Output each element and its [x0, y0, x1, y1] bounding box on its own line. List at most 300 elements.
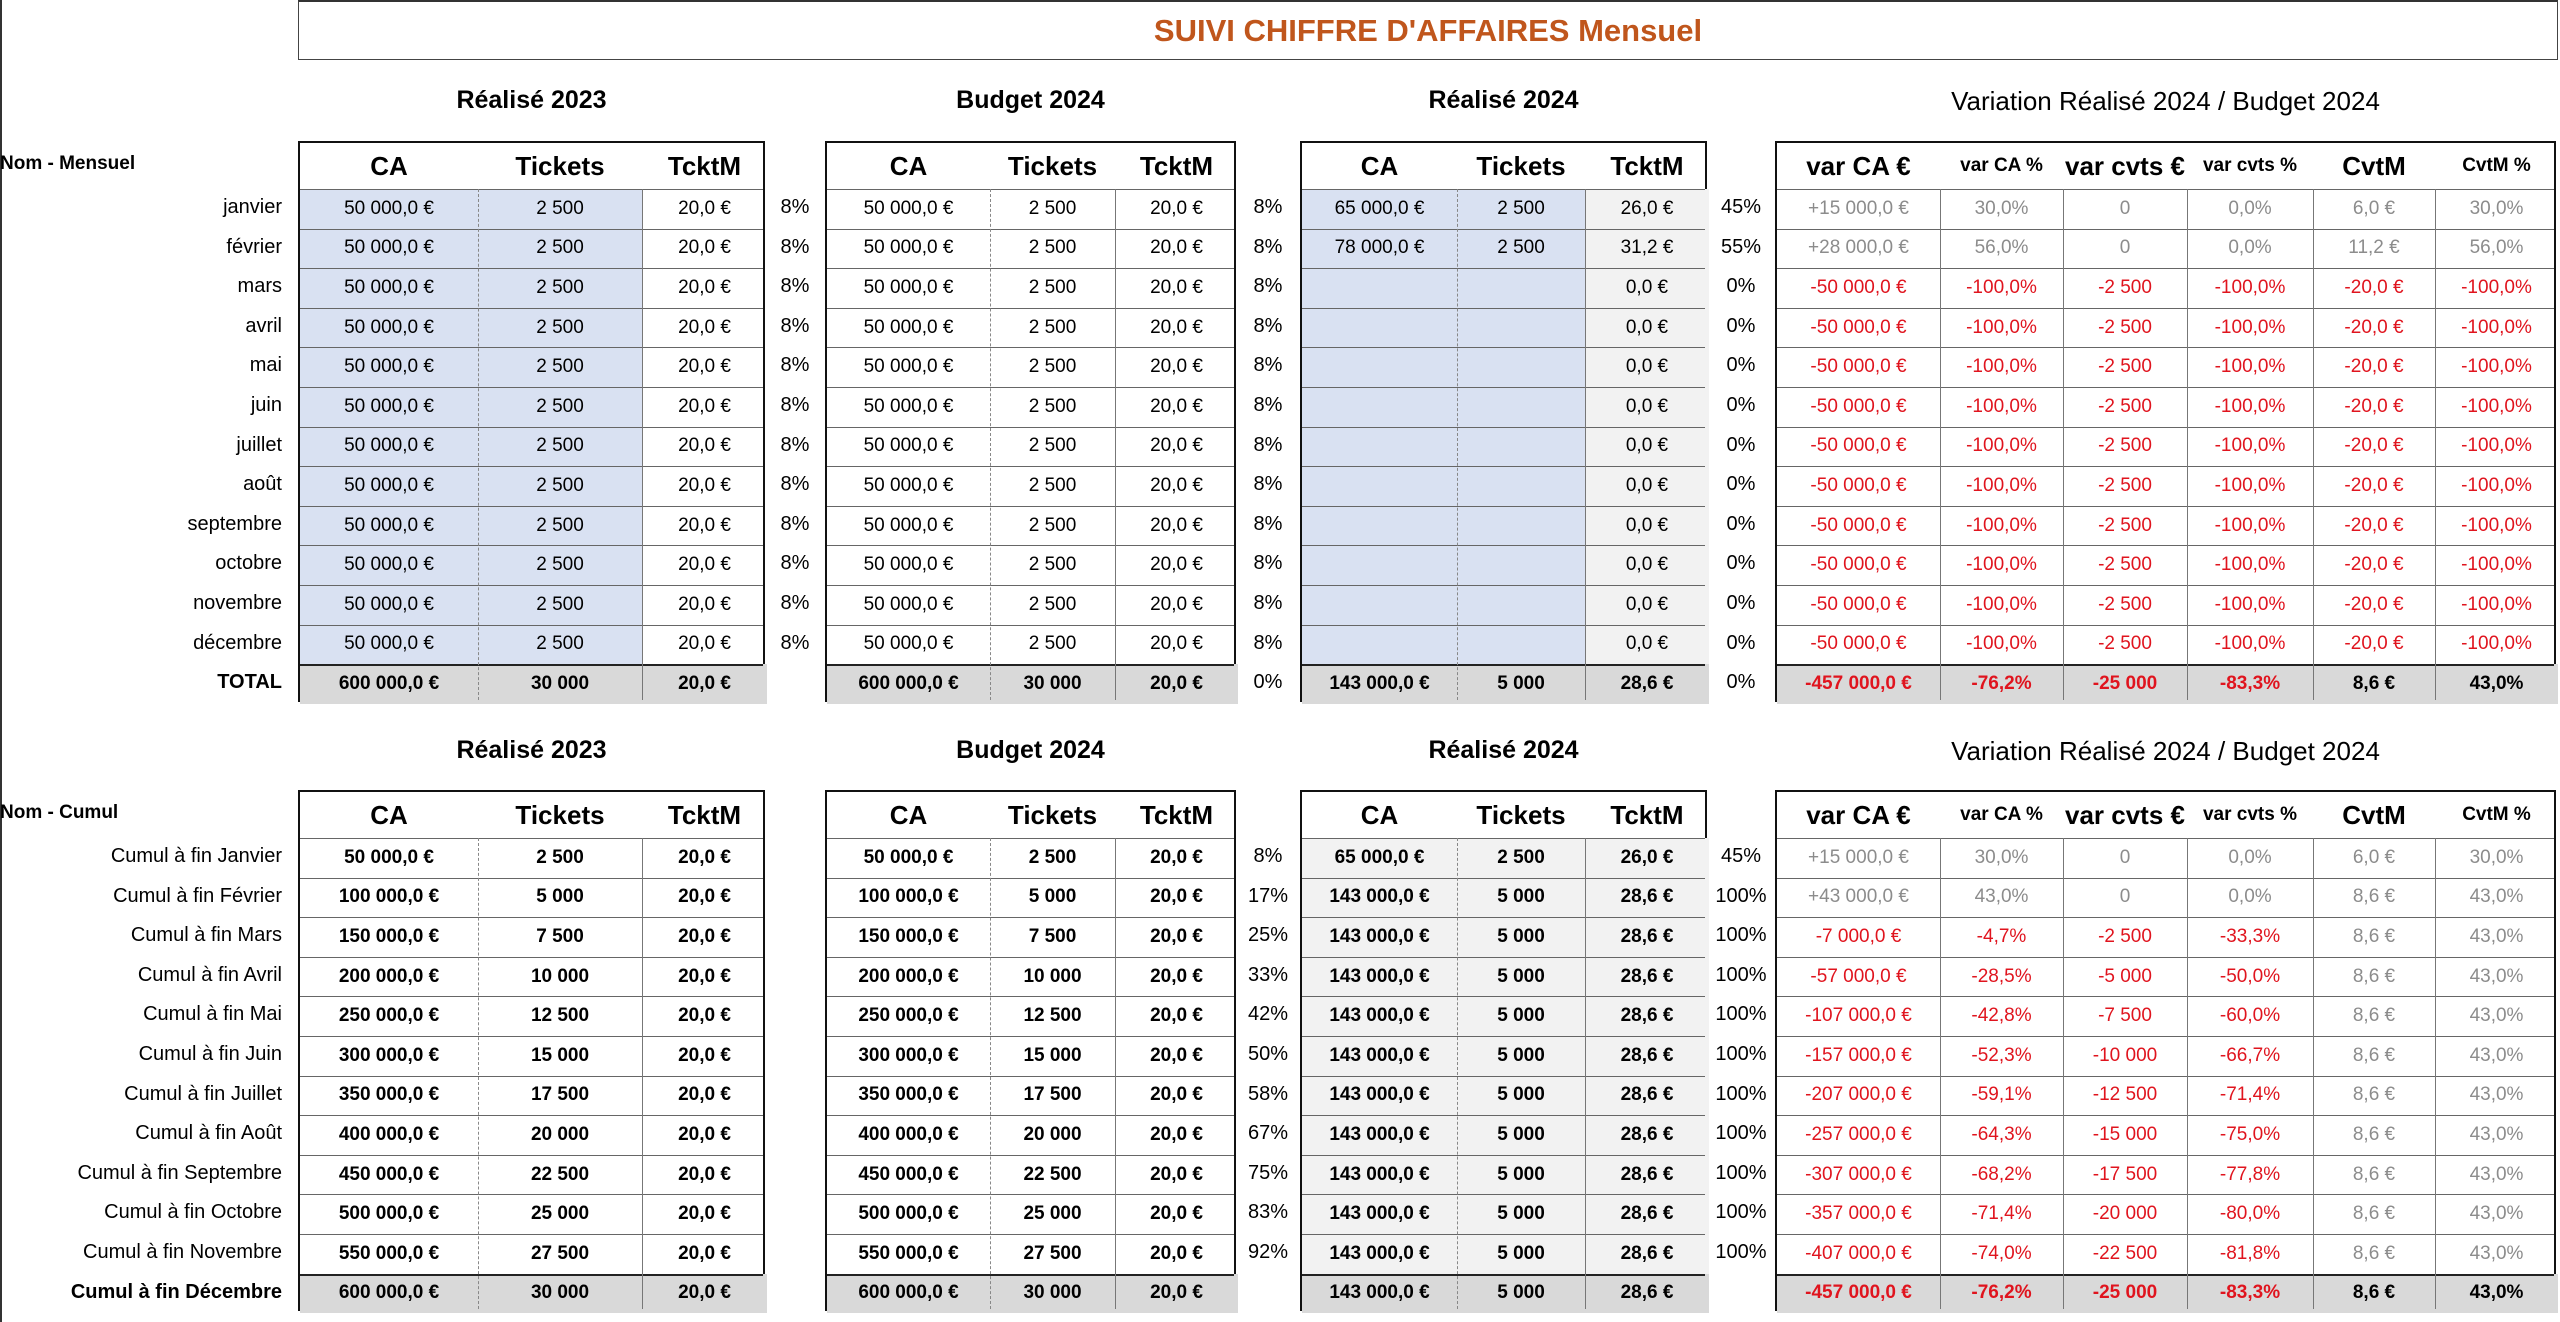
cell-b24-ca[interactable]: 50 000,0 € — [863, 593, 954, 615]
cell-r23-ca[interactable]: 50 000,0 € — [300, 189, 478, 229]
cell-r24-tickets[interactable]: 5 000 — [1457, 1115, 1585, 1155]
cell-r24-tcktm[interactable]: 28,6 € — [1585, 1115, 1709, 1155]
cell-b24-tcktm[interactable]: 20,0 € — [1115, 1274, 1238, 1314]
cell-b24-tickets[interactable]: 2 500 — [1028, 237, 1077, 259]
cell-var-var-cvts-pct[interactable]: -100,0% — [2214, 395, 2286, 417]
cell-var-cvtm-pct[interactable]: 30,0% — [2469, 197, 2524, 219]
cell-var-var-ca-eur[interactable]: -57 000,0 € — [1810, 965, 1907, 987]
cell-r24-tcktm[interactable]: 0,0 € — [1585, 268, 1709, 308]
cell-r24-ca[interactable] — [1302, 506, 1457, 546]
cell-b24-ca[interactable]: 50 000,0 € — [863, 197, 954, 219]
cell-r23-tcktm[interactable]: 20,0 € — [678, 1123, 731, 1145]
cell-var-cvtm[interactable]: 8,6 € — [2352, 886, 2396, 908]
cell-var-cvtm-pct[interactable]: 43,0% — [2469, 1203, 2524, 1225]
cell-r24-tickets[interactable]: 5 000 — [1457, 917, 1585, 957]
cell-r23-ca[interactable]: 50 000,0 € — [300, 229, 478, 269]
cell-var-var-ca-pct[interactable]: -100,0% — [1966, 276, 2037, 298]
cell-r23-tickets[interactable]: 2 500 — [478, 387, 642, 427]
cell-r23-tickets[interactable]: 2 500 — [478, 308, 642, 348]
cell-r24-tickets[interactable] — [1457, 308, 1585, 348]
column-header-tcktm[interactable]: TcktM — [1139, 150, 1214, 181]
cell-var-var-cvts-pct[interactable]: -50,0% — [2219, 965, 2281, 987]
sheet-title[interactable]: SUIVI CHIFFRE D'AFFAIRES Mensuel — [298, 0, 2558, 60]
cell-b24-ca[interactable]: 500 000,0 € — [858, 1203, 959, 1225]
column-header-tcktm[interactable]: TcktM — [667, 150, 742, 181]
cell-var-var-cvts-pct[interactable]: -100,0% — [2214, 276, 2286, 298]
cell-var-var-ca-pct[interactable]: 30,0% — [1974, 197, 2029, 219]
cell-var-var-ca-eur[interactable]: -407 000,0 € — [1805, 1242, 1912, 1264]
cell-var-cvtm-pct[interactable]: 56,0% — [2469, 237, 2524, 259]
cell-r24-tickets[interactable]: 2 500 — [1457, 838, 1585, 878]
cell-b24-tcktm[interactable]: 20,0 € — [1150, 197, 1203, 219]
cell-r24-ca[interactable]: 143 000,0 € — [1302, 664, 1457, 704]
cell-var-var-cvts-eur[interactable]: -2 500 — [2098, 554, 2152, 576]
cell-r23-tickets[interactable]: 2 500 — [478, 545, 642, 585]
cell-var-var-cvts-eur[interactable]: -2 500 — [2098, 435, 2152, 457]
cell-var-var-ca-pct[interactable]: 30,0% — [1974, 846, 2029, 868]
cell-r23-tickets[interactable]: 25 000 — [530, 1203, 590, 1225]
cell-var-var-cvts-eur[interactable]: -2 500 — [2098, 514, 2152, 536]
cell-r24-ca[interactable]: 143 000,0 € — [1302, 1194, 1457, 1234]
cell-r24-ca[interactable]: 143 000,0 € — [1302, 917, 1457, 957]
cell-var-var-cvts-eur[interactable]: -2 500 — [2098, 276, 2152, 298]
cell-b24-ca[interactable]: 600 000,0 € — [827, 1274, 990, 1314]
column-header-ca[interactable]: CA — [370, 150, 408, 181]
cell-var-cvtm[interactable]: 8,6 € — [2313, 664, 2435, 704]
cell-r24-tcktm[interactable]: 0,0 € — [1585, 427, 1709, 467]
cell-r24-ca[interactable]: 143 000,0 € — [1302, 996, 1457, 1036]
cell-var-var-cvts-eur[interactable]: 0 — [2119, 197, 2131, 219]
column-header-ca[interactable]: CA — [370, 799, 408, 830]
cell-r24-tickets[interactable]: 5 000 — [1457, 1076, 1585, 1116]
cell-b24-ca[interactable]: 50 000,0 € — [863, 554, 954, 576]
cell-var-var-ca-pct[interactable]: -28,5% — [1971, 965, 2032, 987]
cell-r23-tickets[interactable]: 2 500 — [478, 229, 642, 269]
cell-var-cvtm-pct[interactable]: -100,0% — [2461, 395, 2532, 417]
cell-r24-ca[interactable] — [1302, 387, 1457, 427]
cell-var-var-cvts-pct[interactable]: -100,0% — [2214, 435, 2286, 457]
cell-var-var-cvts-pct[interactable]: -77,8% — [2219, 1163, 2281, 1185]
cell-var-cvtm[interactable]: 6,0 € — [2352, 846, 2396, 868]
cell-r23-tickets[interactable]: 27 500 — [530, 1242, 590, 1264]
column-header-cvtm-pct[interactable]: CvtM % — [2462, 804, 2531, 825]
cell-b24-tcktm[interactable]: 20,0 € — [1150, 237, 1203, 259]
cell-r24-tcktm[interactable]: 0,0 € — [1585, 506, 1709, 546]
cell-var-cvtm-pct[interactable]: -100,0% — [2461, 514, 2532, 536]
cell-r23-tickets[interactable]: 2 500 — [478, 506, 642, 546]
cell-var-var-ca-eur[interactable]: -457 000,0 € — [1777, 664, 1940, 704]
column-header-tickets[interactable]: Tickets — [1476, 150, 1566, 181]
cell-r24-ca[interactable]: 143 000,0 € — [1302, 878, 1457, 918]
cell-r23-tickets[interactable]: 2 500 — [536, 846, 584, 868]
cell-b24-ca[interactable]: 250 000,0 € — [858, 1005, 959, 1027]
cell-r24-tickets[interactable] — [1457, 466, 1585, 506]
cell-var-cvtm-pct[interactable]: -100,0% — [2461, 554, 2532, 576]
cell-r23-tcktm[interactable]: 20,0 € — [678, 1084, 731, 1106]
cell-r24-tcktm[interactable]: 28,6 € — [1585, 1234, 1709, 1274]
cell-var-var-ca-pct[interactable]: -100,0% — [1966, 356, 2037, 378]
cell-var-var-ca-eur[interactable]: -157 000,0 € — [1805, 1044, 1912, 1066]
cell-var-var-cvts-pct[interactable]: 0,0% — [2228, 846, 2272, 868]
cell-b24-tickets[interactable]: 10 000 — [1023, 965, 1082, 987]
cell-var-var-ca-pct[interactable]: -76,2% — [1940, 1274, 2063, 1314]
column-header-var-ca-eur[interactable]: var CA € — [1806, 799, 1911, 830]
cell-r23-tcktm[interactable]: 20,0 € — [678, 514, 731, 536]
cell-r24-tickets[interactable] — [1457, 506, 1585, 546]
cell-r23-tcktm[interactable]: 20,0 € — [678, 435, 731, 457]
cell-r24-tcktm[interactable]: 28,6 € — [1585, 1076, 1709, 1116]
cell-var-cvtm[interactable]: 6,0 € — [2352, 197, 2396, 219]
cell-r24-tickets[interactable] — [1457, 347, 1585, 387]
cell-b24-ca[interactable]: 600 000,0 € — [827, 664, 990, 704]
cell-r23-ca[interactable]: 100 000,0 € — [338, 886, 440, 908]
cell-var-cvtm-pct[interactable]: 43,0% — [2469, 1044, 2524, 1066]
cell-var-cvtm[interactable]: -20,0 € — [2344, 316, 2404, 338]
cell-b24-tcktm[interactable]: 20,0 € — [1150, 435, 1203, 457]
cell-r23-ca[interactable]: 200 000,0 € — [338, 965, 440, 987]
cell-var-var-cvts-eur[interactable]: -2 500 — [2098, 356, 2152, 378]
cell-r24-tickets[interactable] — [1457, 545, 1585, 585]
cell-r23-ca[interactable]: 50 000,0 € — [300, 466, 478, 506]
cell-var-var-cvts-pct[interactable]: -100,0% — [2214, 633, 2286, 655]
cell-var-var-cvts-eur[interactable]: 0 — [2119, 846, 2131, 868]
cell-r23-tickets[interactable]: 2 500 — [478, 268, 642, 308]
cell-b24-tcktm[interactable]: 20,0 € — [1150, 395, 1203, 417]
cell-b24-tickets[interactable]: 25 000 — [1023, 1203, 1082, 1225]
cell-r23-ca[interactable]: 50 000,0 € — [300, 545, 478, 585]
cell-var-cvtm[interactable]: -20,0 € — [2344, 633, 2404, 655]
cell-r24-ca[interactable]: 65 000,0 € — [1302, 189, 1457, 229]
cell-var-cvtm[interactable]: -20,0 € — [2344, 554, 2404, 576]
cell-r24-tickets[interactable]: 2 500 — [1457, 229, 1585, 269]
cell-var-var-ca-pct[interactable]: -100,0% — [1966, 395, 2037, 417]
cell-var-cvtm[interactable]: -20,0 € — [2344, 474, 2404, 496]
cell-r24-tcktm[interactable]: 0,0 € — [1585, 625, 1709, 665]
cell-r23-tcktm[interactable]: 20,0 € — [678, 1005, 731, 1027]
cell-var-var-cvts-eur[interactable]: -17 500 — [2092, 1163, 2158, 1185]
cell-var-var-ca-pct[interactable]: -71,4% — [1971, 1203, 2032, 1225]
cell-r23-tcktm[interactable]: 20,0 € — [678, 886, 731, 908]
cell-r23-tcktm[interactable]: 20,0 € — [678, 846, 731, 868]
cell-var-var-cvts-eur[interactable]: -25 000 — [2063, 1274, 2187, 1314]
cell-r23-tcktm[interactable]: 20,0 € — [678, 316, 731, 338]
cell-b24-ca[interactable]: 50 000,0 € — [863, 474, 954, 496]
cell-var-var-ca-pct[interactable]: -100,0% — [1966, 316, 2037, 338]
cell-r24-tcktm[interactable]: 31,2 € — [1585, 229, 1709, 269]
cell-var-cvtm-pct[interactable]: 43,0% — [2469, 1123, 2524, 1145]
cell-var-var-cvts-eur[interactable]: 0 — [2119, 886, 2131, 908]
cell-b24-tcktm[interactable]: 20,0 € — [1150, 514, 1203, 536]
cell-r24-tcktm[interactable]: 28,6 € — [1585, 878, 1709, 918]
column-header-ca[interactable]: CA — [889, 150, 928, 181]
cell-b24-ca[interactable]: 50 000,0 € — [863, 514, 954, 536]
cell-b24-ca[interactable]: 50 000,0 € — [863, 633, 954, 655]
cell-var-var-cvts-pct[interactable]: -83,3% — [2187, 1274, 2313, 1314]
cell-var-var-cvts-eur[interactable]: -2 500 — [2098, 395, 2152, 417]
column-header-ca[interactable]: CA — [1360, 799, 1399, 830]
cell-r24-tcktm[interactable]: 28,6 € — [1585, 1036, 1709, 1076]
cell-b24-tickets[interactable]: 2 500 — [1028, 593, 1077, 615]
cell-b24-ca[interactable]: 550 000,0 € — [858, 1242, 959, 1264]
cell-r23-ca[interactable]: 50 000,0 € — [344, 846, 434, 868]
cell-b24-ca[interactable]: 50 000,0 € — [863, 316, 954, 338]
column-header-tickets[interactable]: Tickets — [1007, 150, 1098, 181]
column-header-cvtm[interactable]: CvtM — [2342, 150, 2406, 181]
cell-var-var-ca-eur[interactable]: -207 000,0 € — [1805, 1084, 1912, 1106]
column-header-tickets[interactable]: Tickets — [515, 799, 605, 830]
column-header-tcktm[interactable]: TcktM — [667, 799, 742, 830]
cell-b24-tickets[interactable]: 2 500 — [1028, 633, 1077, 655]
cell-b24-tickets[interactable]: 2 500 — [1028, 554, 1077, 576]
cell-var-var-cvts-eur[interactable]: -20 000 — [2092, 1203, 2158, 1225]
cell-var-var-cvts-eur[interactable]: -2 500 — [2098, 316, 2152, 338]
cell-r23-tickets[interactable]: 2 500 — [478, 466, 642, 506]
cell-b24-tickets[interactable]: 5 000 — [1028, 886, 1077, 908]
cell-var-var-cvts-pct[interactable]: -100,0% — [2214, 514, 2286, 536]
column-header-var-cvts-pct[interactable]: var cvts % — [2202, 804, 2297, 825]
cell-b24-ca[interactable]: 300 000,0 € — [858, 1044, 959, 1066]
cell-r24-tickets[interactable]: 5 000 — [1457, 878, 1585, 918]
cell-b24-tickets[interactable]: 12 500 — [1023, 1005, 1082, 1027]
cell-var-var-ca-eur[interactable]: -50 000,0 € — [1810, 316, 1907, 338]
cell-r24-tickets[interactable]: 5 000 — [1457, 1194, 1585, 1234]
cell-var-var-ca-eur[interactable]: -50 000,0 € — [1810, 395, 1907, 417]
cell-r23-ca[interactable]: 50 000,0 € — [300, 506, 478, 546]
column-header-tcktm[interactable]: TcktM — [1139, 799, 1214, 830]
cell-var-var-cvts-pct[interactable]: -60,0% — [2219, 1005, 2281, 1027]
cell-b24-tcktm[interactable]: 20,0 € — [1150, 276, 1203, 298]
cell-b24-tickets[interactable]: 15 000 — [1023, 1044, 1082, 1066]
cell-r24-ca[interactable] — [1302, 545, 1457, 585]
cell-var-cvtm-pct[interactable]: 43,0% — [2469, 1005, 2524, 1027]
cell-b24-ca[interactable]: 450 000,0 € — [858, 1163, 959, 1185]
cell-b24-ca[interactable]: 150 000,0 € — [858, 925, 959, 947]
cell-r24-tcktm[interactable]: 28,6 € — [1585, 917, 1709, 957]
column-header-tickets[interactable]: Tickets — [1476, 799, 1566, 830]
cell-r23-tickets[interactable]: 2 500 — [478, 347, 642, 387]
cell-var-var-ca-pct[interactable]: -52,3% — [1971, 1044, 2032, 1066]
cell-r24-ca[interactable] — [1302, 347, 1457, 387]
cell-var-var-ca-pct[interactable]: -100,0% — [1966, 554, 2037, 576]
cell-b24-tcktm[interactable]: 20,0 € — [1150, 593, 1203, 615]
cell-var-cvtm[interactable]: -20,0 € — [2344, 514, 2404, 536]
cell-b24-tickets[interactable]: 2 500 — [1028, 276, 1077, 298]
cell-r24-tcktm[interactable]: 0,0 € — [1585, 387, 1709, 427]
cell-var-cvtm-pct[interactable]: -100,0% — [2461, 633, 2532, 655]
cell-r24-tickets[interactable]: 5 000 — [1457, 996, 1585, 1036]
cell-r23-tickets[interactable]: 15 000 — [530, 1044, 590, 1066]
cell-var-cvtm-pct[interactable]: 43,0% — [2469, 1163, 2524, 1185]
cell-r23-ca[interactable]: 550 000,0 € — [338, 1242, 440, 1264]
cell-r23-tcktm[interactable]: 20,0 € — [678, 925, 731, 947]
cell-var-var-ca-pct[interactable]: -68,2% — [1971, 1163, 2032, 1185]
column-header-tickets[interactable]: Tickets — [515, 150, 605, 181]
cell-var-var-cvts-eur[interactable]: -22 500 — [2092, 1242, 2158, 1264]
cell-var-var-cvts-eur[interactable]: -2 500 — [2098, 925, 2152, 947]
cell-r23-tickets[interactable]: 2 500 — [478, 427, 642, 467]
cell-var-var-cvts-pct[interactable]: -33,3% — [2219, 925, 2281, 947]
column-header-tcktm[interactable]: TcktM — [1610, 150, 1684, 181]
cell-var-var-cvts-eur[interactable]: -25 000 — [2063, 664, 2187, 704]
cell-b24-tcktm[interactable]: 20,0 € — [1150, 474, 1203, 496]
cell-r23-ca[interactable]: 250 000,0 € — [338, 1005, 440, 1027]
cell-var-var-cvts-pct[interactable]: 0,0% — [2228, 886, 2272, 908]
cell-r23-tickets[interactable]: 7 500 — [536, 925, 584, 947]
cell-r24-tickets[interactable]: 5 000 — [1457, 1274, 1585, 1314]
cell-var-cvtm[interactable]: 8,6 € — [2352, 925, 2396, 947]
cell-r23-ca[interactable]: 600 000,0 € — [300, 1274, 478, 1314]
cell-b24-tickets[interactable]: 7 500 — [1028, 925, 1077, 947]
cell-b24-tickets[interactable]: 2 500 — [1028, 316, 1077, 338]
cell-b24-tcktm[interactable]: 20,0 € — [1150, 316, 1203, 338]
cell-var-var-cvts-eur[interactable]: -5 000 — [2098, 965, 2152, 987]
cell-r23-ca[interactable]: 400 000,0 € — [338, 1123, 440, 1145]
cell-var-var-cvts-pct[interactable]: -83,3% — [2187, 664, 2313, 704]
cell-r24-tickets[interactable]: 5 000 — [1457, 957, 1585, 997]
cell-r23-tickets[interactable]: 20 000 — [530, 1123, 590, 1145]
cell-b24-tcktm[interactable]: 20,0 € — [1150, 356, 1203, 378]
cell-r24-tcktm[interactable]: 28,6 € — [1585, 1194, 1709, 1234]
cell-r24-tcktm[interactable]: 0,0 € — [1585, 308, 1709, 348]
cell-b24-tickets[interactable]: 22 500 — [1023, 1163, 1082, 1185]
cell-r24-ca[interactable]: 143 000,0 € — [1302, 1274, 1457, 1314]
cell-r23-tickets[interactable]: 2 500 — [478, 625, 642, 665]
cell-var-var-ca-eur[interactable]: +15 000,0 € — [1808, 197, 1909, 219]
cell-r24-ca[interactable] — [1302, 625, 1457, 665]
cell-r23-tcktm[interactable]: 20,0 € — [642, 664, 767, 704]
cell-b24-ca[interactable]: 100 000,0 € — [858, 886, 959, 908]
cell-var-cvtm-pct[interactable]: -100,0% — [2461, 316, 2532, 338]
cell-r24-tcktm[interactable]: 28,6 € — [1585, 1274, 1709, 1314]
cell-r24-ca[interactable]: 143 000,0 € — [1302, 1076, 1457, 1116]
cell-var-var-cvts-pct[interactable]: -71,4% — [2219, 1084, 2281, 1106]
cell-r24-tcktm[interactable]: 0,0 € — [1585, 585, 1709, 625]
cell-r23-ca[interactable]: 450 000,0 € — [338, 1163, 440, 1185]
cell-r23-ca[interactable]: 600 000,0 € — [300, 664, 478, 704]
cell-var-var-ca-eur[interactable]: -357 000,0 € — [1805, 1203, 1912, 1225]
cell-r23-tickets[interactable]: 12 500 — [530, 1005, 590, 1027]
cell-b24-ca[interactable]: 50 000,0 € — [863, 276, 954, 298]
cell-var-var-ca-eur[interactable]: +15 000,0 € — [1808, 846, 1909, 868]
cell-b24-tickets[interactable]: 2 500 — [1028, 197, 1077, 219]
cell-var-var-ca-pct[interactable]: -76,2% — [1940, 664, 2063, 704]
cell-r23-tickets[interactable]: 22 500 — [530, 1163, 590, 1185]
cell-r24-tcktm[interactable]: 28,6 € — [1585, 664, 1709, 704]
cell-var-var-ca-pct[interactable]: -100,0% — [1966, 514, 2037, 536]
cell-b24-tcktm[interactable]: 20,0 € — [1150, 925, 1203, 947]
cell-var-var-ca-eur[interactable]: -50 000,0 € — [1810, 633, 1907, 655]
cell-var-var-cvts-eur[interactable]: -2 500 — [2098, 474, 2152, 496]
cell-r24-tickets[interactable] — [1457, 427, 1585, 467]
cell-r23-tickets[interactable]: 2 500 — [478, 585, 642, 625]
cell-b24-tcktm[interactable]: 20,0 € — [1150, 1044, 1203, 1066]
cell-r24-ca[interactable] — [1302, 466, 1457, 506]
cell-r24-ca[interactable]: 143 000,0 € — [1302, 957, 1457, 997]
cell-var-cvtm-pct[interactable]: 43,0% — [2469, 925, 2524, 947]
cell-r24-tcktm[interactable]: 0,0 € — [1585, 466, 1709, 506]
cell-r23-tcktm[interactable]: 20,0 € — [678, 633, 731, 655]
cell-var-var-ca-eur[interactable]: -7 000,0 € — [1815, 925, 1902, 947]
cell-b24-tickets[interactable]: 30 000 — [990, 664, 1115, 704]
cell-var-cvtm[interactable]: -20,0 € — [2344, 435, 2404, 457]
cell-b24-ca[interactable]: 50 000,0 € — [863, 356, 954, 378]
cell-b24-ca[interactable]: 50 000,0 € — [863, 395, 954, 417]
cell-var-var-cvts-pct[interactable]: -80,0% — [2219, 1203, 2281, 1225]
cell-b24-tcktm[interactable]: 20,0 € — [1150, 846, 1203, 868]
cell-var-cvtm-pct[interactable]: 43,0% — [2469, 886, 2524, 908]
cell-b24-ca[interactable]: 400 000,0 € — [858, 1123, 959, 1145]
cell-r24-tickets[interactable] — [1457, 585, 1585, 625]
cell-r24-tcktm[interactable]: 28,6 € — [1585, 996, 1709, 1036]
cell-b24-tickets[interactable]: 2 500 — [1028, 474, 1077, 496]
cell-b24-tickets[interactable]: 2 500 — [1028, 356, 1077, 378]
cell-r23-tcktm[interactable]: 20,0 € — [678, 593, 731, 615]
cell-var-var-ca-eur[interactable]: -457 000,0 € — [1777, 1274, 1940, 1314]
cell-r23-tickets[interactable]: 2 500 — [478, 189, 642, 229]
cell-b24-tickets[interactable]: 27 500 — [1023, 1242, 1082, 1264]
cell-var-var-ca-pct[interactable]: 43,0% — [1974, 886, 2029, 908]
cell-var-cvtm-pct[interactable]: 43,0% — [2469, 1242, 2524, 1264]
cell-var-var-ca-eur[interactable]: -307 000,0 € — [1805, 1163, 1912, 1185]
cell-var-var-ca-eur[interactable]: +43 000,0 € — [1808, 886, 1909, 908]
cell-r24-ca[interactable] — [1302, 268, 1457, 308]
cell-r23-tickets[interactable]: 5 000 — [536, 886, 584, 908]
cell-r24-tcktm[interactable]: 26,0 € — [1585, 189, 1709, 229]
cell-var-var-cvts-pct[interactable]: -100,0% — [2214, 356, 2286, 378]
cell-b24-ca[interactable]: 50 000,0 € — [863, 435, 954, 457]
cell-r23-ca[interactable]: 50 000,0 € — [300, 585, 478, 625]
cell-var-cvtm-pct[interactable]: 43,0% — [2469, 965, 2524, 987]
cell-r23-tcktm[interactable]: 20,0 € — [678, 1163, 731, 1185]
cell-r24-ca[interactable] — [1302, 427, 1457, 467]
cell-b24-tcktm[interactable]: 20,0 € — [1150, 1163, 1203, 1185]
cell-var-cvtm-pct[interactable]: -100,0% — [2461, 593, 2532, 615]
cell-var-cvtm[interactable]: 8,6 € — [2352, 1005, 2396, 1027]
column-header-var-ca-pct[interactable]: var CA % — [1960, 155, 2043, 176]
cell-r24-tcktm[interactable]: 28,6 € — [1585, 957, 1709, 997]
column-header-ca[interactable]: CA — [889, 799, 928, 830]
cell-var-cvtm[interactable]: 8,6 € — [2352, 1084, 2396, 1106]
cell-r24-ca[interactable]: 65 000,0 € — [1302, 838, 1457, 878]
cell-r24-ca[interactable]: 143 000,0 € — [1302, 1036, 1457, 1076]
cell-b24-tcktm[interactable]: 20,0 € — [1115, 664, 1238, 704]
cell-r24-ca[interactable]: 78 000,0 € — [1302, 229, 1457, 269]
cell-r23-ca[interactable]: 50 000,0 € — [300, 387, 478, 427]
cell-var-cvtm[interactable]: 8,6 € — [2352, 1044, 2396, 1066]
cell-r23-ca[interactable]: 500 000,0 € — [338, 1203, 440, 1225]
cell-var-cvtm[interactable]: 8,6 € — [2352, 1203, 2396, 1225]
cell-r23-tickets[interactable]: 17 500 — [530, 1084, 590, 1106]
cell-b24-ca[interactable]: 50 000,0 € — [863, 237, 954, 259]
cell-var-var-cvts-eur[interactable]: -7 500 — [2098, 1005, 2152, 1027]
cell-var-var-ca-pct[interactable]: -64,3% — [1971, 1123, 2032, 1145]
cell-r23-ca[interactable]: 150 000,0 € — [338, 925, 440, 947]
cell-r23-tickets[interactable]: 30 000 — [478, 664, 642, 704]
cell-var-var-cvts-pct[interactable]: -100,0% — [2214, 316, 2286, 338]
cell-var-cvtm[interactable]: 8,6 € — [2313, 1274, 2435, 1314]
cell-r23-ca[interactable]: 50 000,0 € — [300, 625, 478, 665]
cell-var-var-cvts-eur[interactable]: -10 000 — [2092, 1044, 2158, 1066]
cell-r24-tickets[interactable]: 5 000 — [1457, 664, 1585, 704]
cell-var-var-ca-eur[interactable]: -50 000,0 € — [1810, 554, 1907, 576]
column-header-tickets[interactable]: Tickets — [1007, 799, 1098, 830]
cell-var-var-cvts-pct[interactable]: -100,0% — [2214, 593, 2286, 615]
cell-var-var-ca-pct[interactable]: -4,7% — [1976, 925, 2027, 947]
cell-var-cvtm[interactable]: 11,2 € — [2348, 237, 2400, 259]
cell-var-cvtm[interactable]: 8,6 € — [2352, 1163, 2396, 1185]
cell-b24-tickets[interactable]: 2 500 — [1028, 395, 1077, 417]
cell-var-cvtm-pct[interactable]: -100,0% — [2461, 276, 2532, 298]
